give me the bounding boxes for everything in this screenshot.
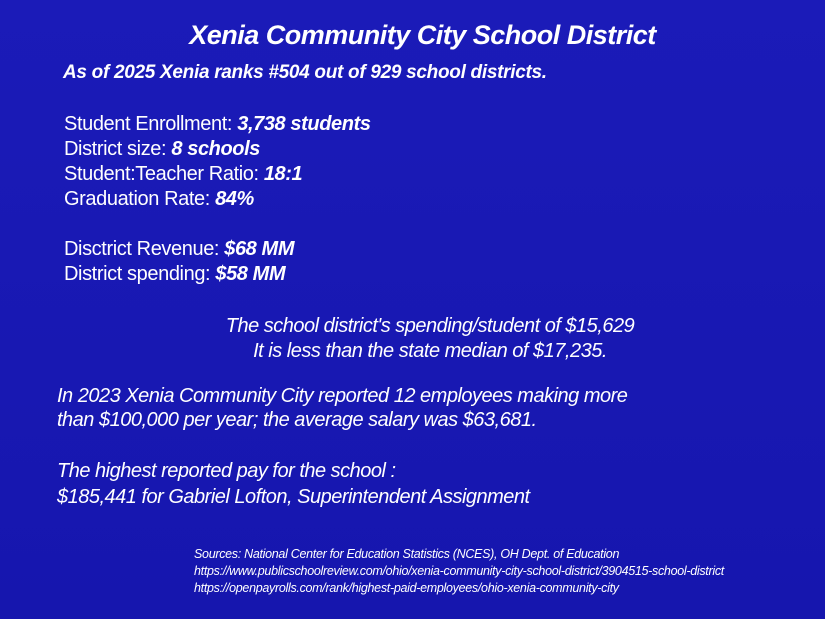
revenue-row (64, 237, 371, 262)
employee-line2: than $100,000 per year; the average salary was $63,681. (57, 409, 537, 431)
enrollment-row (64, 112, 371, 137)
district-stats (64, 112, 371, 287)
revenue-value: $68 MM (224, 238, 295, 260)
spacer (64, 212, 371, 237)
spending-comparison-line2: It is less than the state median of $17,235. (253, 340, 607, 362)
spending-row (64, 262, 371, 287)
page-title: Xenia Community City School District (189, 20, 656, 50)
source-link-publicschoolreview: https://www.publicschoolreview.com/ohio/xenia-community-city-school-district/3904515-school-district (194, 564, 724, 578)
employee-line1: In 2023 Xenia Community City reported 12 employees making more (57, 385, 628, 407)
district-size-value: 8 schools (171, 138, 260, 160)
graduation-value: 84% (215, 188, 254, 210)
highest-pay-line1: The highest reported pay for the school : (57, 460, 396, 482)
source-link-openpayrolls: https://openpayrolls.com/rank/highest-paid-employees/ohio-xenia-community-city (194, 581, 619, 595)
highest-pay (57, 458, 530, 510)
ratio-row (64, 162, 371, 187)
employee-salary-summary (57, 384, 627, 432)
sources (194, 546, 724, 597)
ratio-value: 18:1 (263, 163, 303, 185)
revenue-label: Disctrict Revenue: (64, 238, 225, 260)
enrollment-value: 3,738 students (237, 113, 371, 135)
rank-statement: As of 2025 Xenia ranks #504 out of 929 school districts. (63, 62, 547, 83)
spending-comparison (140, 314, 720, 364)
sources-line1: Sources: National Center for Education Statistics (NCES), OH Dept. of Education (194, 547, 620, 561)
spending-comparison-line1: The school district's spending/student of $15,629 (225, 315, 635, 337)
spending-value: $58 MM (215, 263, 286, 285)
district-size-row (64, 137, 371, 162)
district-size-label: District size: (64, 138, 172, 160)
spending-label: District spending: (64, 263, 216, 285)
enrollment-label: Student Enrollment: (64, 113, 238, 135)
ratio-label: Student:Teacher Ratio: (64, 163, 264, 185)
graduation-label: Graduation Rate: (64, 188, 216, 210)
graduation-row (64, 187, 371, 212)
highest-pay-line2: $185,441 for Gabriel Lofton, Superintendent Assignment (57, 486, 530, 508)
